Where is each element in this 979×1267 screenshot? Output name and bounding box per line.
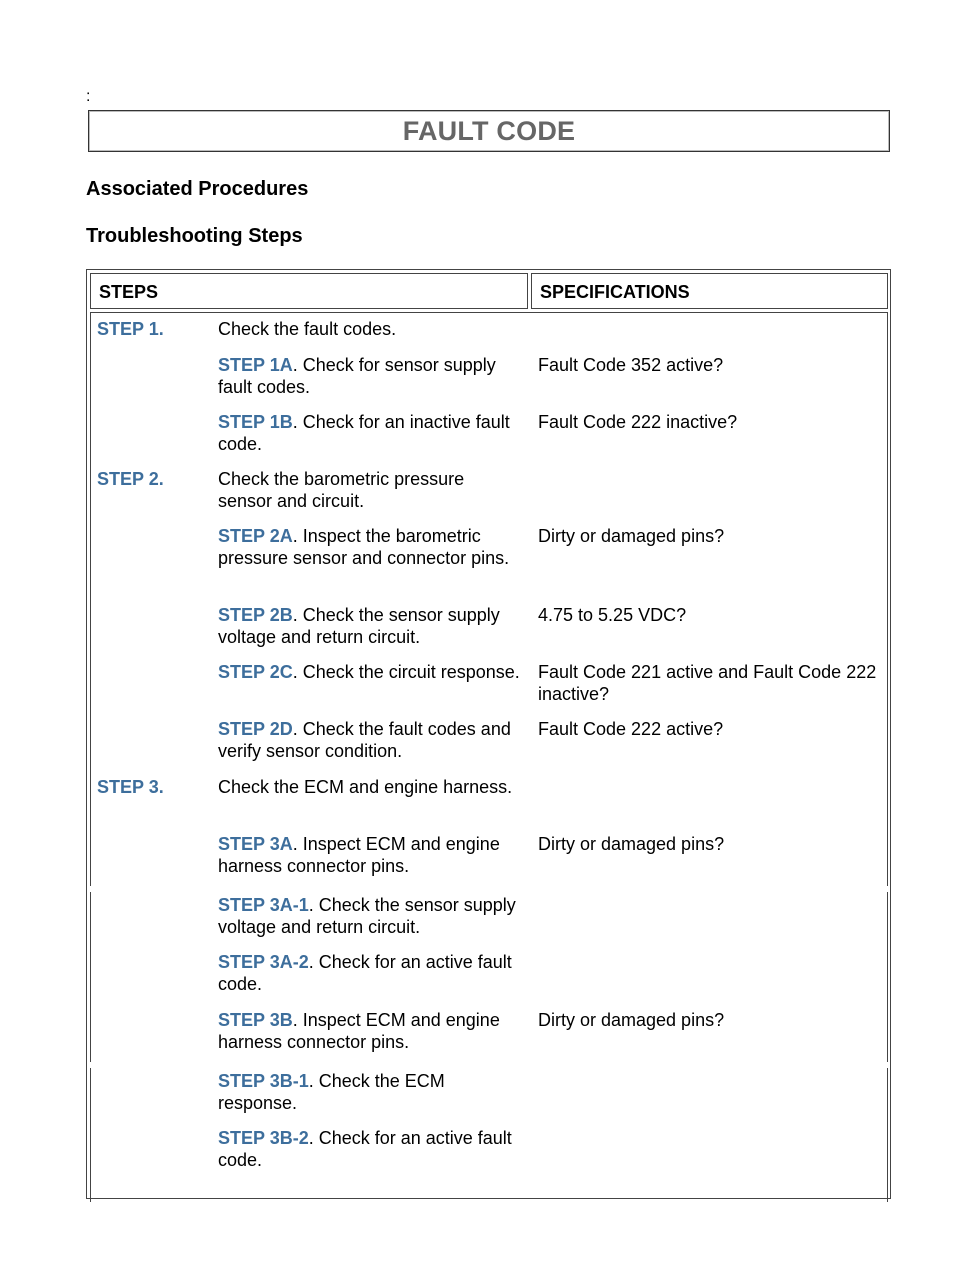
troubleshooting-steps-heading: Troubleshooting Steps — [86, 225, 303, 247]
step-2d-spec: Fault Code 222 active? — [538, 719, 724, 739]
step-3-text: Check the ECM and engine harness. — [218, 777, 513, 797]
step-1-text: Check the fault codes. — [218, 319, 397, 339]
step-3a-2 — [218, 952, 523, 995]
step-2c-spec: Fault Code 221 active and Fault Code 222 inactive? — [538, 662, 877, 704]
step-3b-2-text: . Check for an active fault code. — [218, 1128, 512, 1170]
step-2a-spec: Dirty or damaged pins? — [538, 526, 725, 546]
step-3a-1-text: . Check the sensor supply voltage and return circuit. — [218, 895, 516, 937]
step-3a-2-link[interactable]: STEP 3A-2 — [218, 952, 309, 972]
step-3-label[interactable]: STEP 3. — [97, 777, 164, 797]
step-2b — [218, 605, 523, 648]
step-1-label[interactable]: STEP 1. — [97, 319, 164, 339]
step-2b-spec: 4.75 to 5.25 VDC? — [538, 605, 687, 625]
step-3a-1 — [218, 895, 523, 938]
step-2a-text: . Inspect the barometric pressure sensor and connector pins. — [218, 526, 510, 568]
step-3b-text: . Inspect ECM and engine harness connector pins. — [218, 1010, 500, 1052]
step-3b-2-link[interactable]: STEP 3B-2 — [218, 1128, 309, 1148]
step-3b-2 — [218, 1128, 523, 1171]
frame-gap-left-2 — [89, 1062, 92, 1068]
step-2c — [218, 662, 523, 684]
title-box — [88, 110, 890, 152]
step-3a-2-text: . Check for an active fault code. — [218, 952, 512, 994]
step-2b-text: . Check the sensor supply voltage and return circuit. — [218, 605, 500, 647]
step-2-text: Check the barometric pressure sensor and circuit. — [218, 469, 465, 511]
step-3b-1-text: . Check the ECM response. — [218, 1071, 445, 1113]
step-3a-link[interactable]: STEP 3A — [218, 834, 293, 854]
frame-gap-left-1 — [89, 886, 92, 892]
step-3b-1-link[interactable]: STEP 3B-1 — [218, 1071, 309, 1091]
step-2d — [218, 719, 523, 762]
step-3b-link[interactable]: STEP 3B — [218, 1010, 293, 1030]
step-2d-link[interactable]: STEP 2D — [218, 719, 293, 739]
step-1a — [218, 355, 523, 398]
step-3b-1 — [218, 1071, 523, 1114]
step-3b-spec: Dirty or damaged pins? — [538, 1010, 725, 1030]
step-3a-1-link[interactable]: STEP 3A-1 — [218, 895, 309, 915]
header-specifications: SPECIFICATIONS — [531, 273, 888, 309]
step-2c-link[interactable]: STEP 2C — [218, 662, 293, 682]
step-3b — [218, 1010, 523, 1053]
frame-gap-right-2 — [887, 1062, 890, 1068]
step-1b-spec: Fault Code 222 inactive? — [538, 412, 738, 432]
step-2a — [218, 526, 523, 569]
page-title: FAULT CODE — [402, 115, 576, 146]
step-2a-link[interactable]: STEP 2A — [218, 526, 293, 546]
associated-procedures-heading: Associated Procedures — [86, 178, 309, 200]
step-3a-text: . Inspect ECM and engine harness connector pins. — [218, 834, 500, 876]
step-3a-spec: Dirty or damaged pins? — [538, 834, 725, 854]
step-1a-text: . Check for sensor supply fault codes. — [218, 355, 496, 397]
step-1b-link[interactable]: STEP 1B — [218, 412, 293, 432]
step-1b-text: . Check for an inactive fault code. — [218, 412, 510, 454]
frame-gap-right-1 — [887, 886, 890, 892]
step-2d-text: . Check the fault codes and verify sensor condition. — [218, 719, 511, 761]
step-1a-link[interactable]: STEP 1A — [218, 355, 293, 375]
page-colon: : — [86, 88, 91, 105]
step-2-label[interactable]: STEP 2. — [97, 469, 164, 489]
step-2c-text: . Check the circuit response. — [292, 662, 520, 682]
step-3a — [218, 834, 523, 877]
step-1b — [218, 412, 523, 455]
header-steps: STEPS — [90, 273, 528, 309]
step-1a-spec: Fault Code 352 active? — [538, 355, 724, 375]
step-2b-link[interactable]: STEP 2B — [218, 605, 293, 625]
